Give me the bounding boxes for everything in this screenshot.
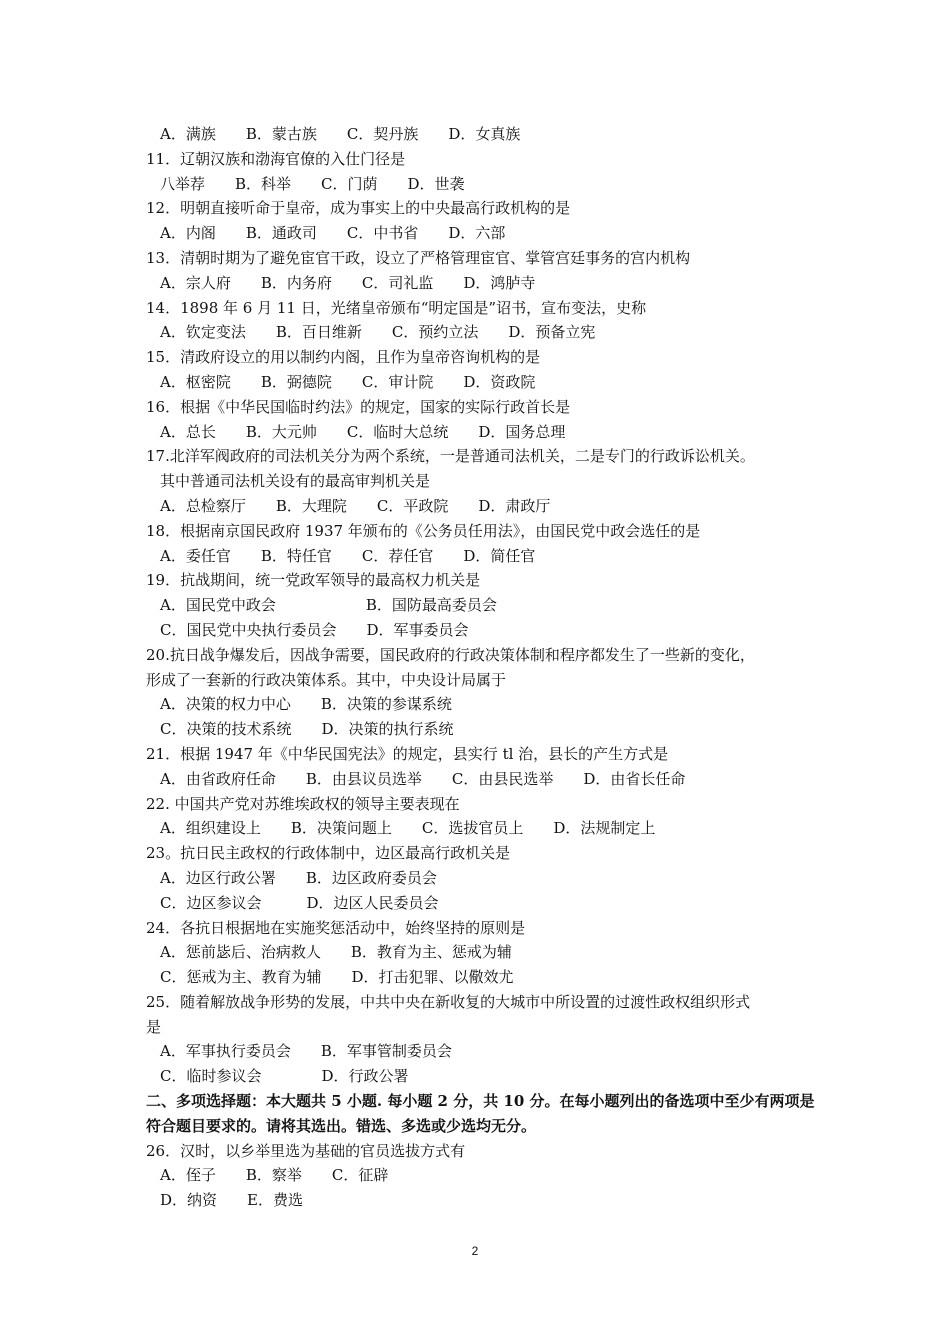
section-heading: 二、多项选择题：本大题共 5 小题. 每小题 2 分，共 10 分。在每小题列出的备选项中至少有两项是符合题目要求的。请将其选出。错选、多选或少选均无分。 <box>146 1092 815 1135</box>
question-line: 14．1898 年 6 月 11 日，光绪皇帝颁布“明定国是”诏书，宣布变法，史称 <box>146 298 647 317</box>
answer-options-line: A．满族 B．蒙古族 C．契丹族 D．女真族 <box>160 125 521 143</box>
question-line: 18．根据南京国民政府 1937 年颁布的《公务员任用法》，由国民党中政会选任的是 <box>146 521 701 540</box>
question-line: 11．辽朝汉族和渤海官僚的入仕门径是 <box>146 149 406 168</box>
question-line: 17.北洋军阀政府的司法机关分为两个系统，一是普通司法机关，二是专门的行政诉讼机关。 <box>146 447 755 466</box>
answer-options-line: 其中普通司法机关设有的最高审判机关是 <box>160 472 431 491</box>
answer-options-line: A．内阁 B．通政司 C．中书省 D．六部 <box>160 224 506 243</box>
question-line: 23。抗日民主政权的行政体制中，边区最高行政机关是 <box>146 844 511 863</box>
answer-options-line: C．临时参议会 D．行政公署 <box>160 1067 409 1086</box>
answer-options-line: A．边区行政公署 B．边区政府委员会 <box>160 868 437 887</box>
question-line: 16．根据《中华民国临时约法》的规定，国家的实际行政首长是 <box>146 397 571 416</box>
question-line: 形成了一套新的行政决策体系。其中，中央设计局属于 <box>146 670 507 689</box>
answer-options-line: A．总检察厅 B．大理院 C．平政院 D．肃政厅 <box>160 496 551 515</box>
answer-options-line: C．边区参议会 D．边区人民委员会 <box>160 893 439 912</box>
answer-options-line: A．委任官 B．特任官 C．荐任官 D．简任官 <box>160 546 536 565</box>
answer-options-line: A．国民党中政会 B．国防最高委员会 <box>160 596 497 615</box>
question-line: 15．清政府设立的用以制约内阁，且作为皇帝咨询机构的是 <box>146 348 541 367</box>
question-line: 13．清朝时期为了避免宦官干政，设立了严格管理宦官、掌管宫廷事务的宫内机构 <box>146 248 691 267</box>
answer-options-line: C．国民党中央执行委员会 D．军事委员会 <box>160 620 469 639</box>
question-line: 是 <box>146 1017 162 1036</box>
answer-options-line: A．宗人府 B．内务府 C．司礼监 D．鸿胪寺 <box>160 273 536 292</box>
answer-options-line: A．侄子 B．察举 C．征辟 <box>160 1166 389 1185</box>
answer-options-line: A．组织建设上 B．决策问题上 C．选拔官员上 D．法规制定上 <box>160 819 656 838</box>
answer-options-line: A．惩前毖后、治病救人 B．教育为主、惩戒为辅 <box>160 943 512 962</box>
answer-options-line: C．决策的技术系统 D．决策的执行系统 <box>160 720 454 739</box>
question-line: 26．汉时，以乡举里选为基础的官员选拔方式有 <box>146 1141 466 1160</box>
page-content <box>146 122 826 1213</box>
answer-options-line: A．钦定变法 B．百日维新 C．预约立法 D．预备立宪 <box>160 323 596 342</box>
answer-options-line: 八举荐 B．科举 C．门荫 D．世袭 <box>160 174 465 193</box>
answer-options-line: A．由省政府任命 B．由县议员选举 C．由县民选举 D．由省长任命 <box>160 769 686 788</box>
answer-options-line: A．总长 B．大元帅 C．临时大总统 D．国务总理 <box>160 422 566 441</box>
question-line: 24．各抗日根据地在实施奖惩活动中，始终坚持的原则是 <box>146 918 526 937</box>
question-line: 19．抗战期间，统一党政军领导的最高权力机关是 <box>146 571 481 590</box>
question-line: 25．随着解放战争形势的发展，中共中央在新收复的大城市中所设置的过渡性政权组织形式 <box>146 992 751 1011</box>
page-number: 2 <box>471 1244 479 1258</box>
answer-options-line: A．决策的权力中心 B．决策的参谋系统 <box>160 695 452 714</box>
question-line: 12．明朝直接听命于皇帝，成为事实上的中央最高行政机构的是 <box>146 199 571 218</box>
answer-options-line: D．纳资 E．费选 <box>160 1191 303 1210</box>
answer-options-line: A．枢密院 B．弼德院 C．审计院 D．资政院 <box>160 372 536 391</box>
question-line: 22. 中国共产党对苏维埃政权的领导主要表现在 <box>146 794 460 813</box>
answer-options-line: C．惩戒为主、教育为辅 D．打击犯罪、以儆效尤 <box>160 968 514 987</box>
answer-options-line: A．军事执行委员会 B．军事管制委员会 <box>160 1042 452 1061</box>
question-line: 20.抗日战争爆发后，因战争需要，国民政府的行政决策体制和程序都发生了一些新的变化， <box>146 645 755 664</box>
question-line: 21．根据 1947 年《中华民国宪法》的规定，县实行 tl 治，县长的产生方式是 <box>146 744 669 763</box>
